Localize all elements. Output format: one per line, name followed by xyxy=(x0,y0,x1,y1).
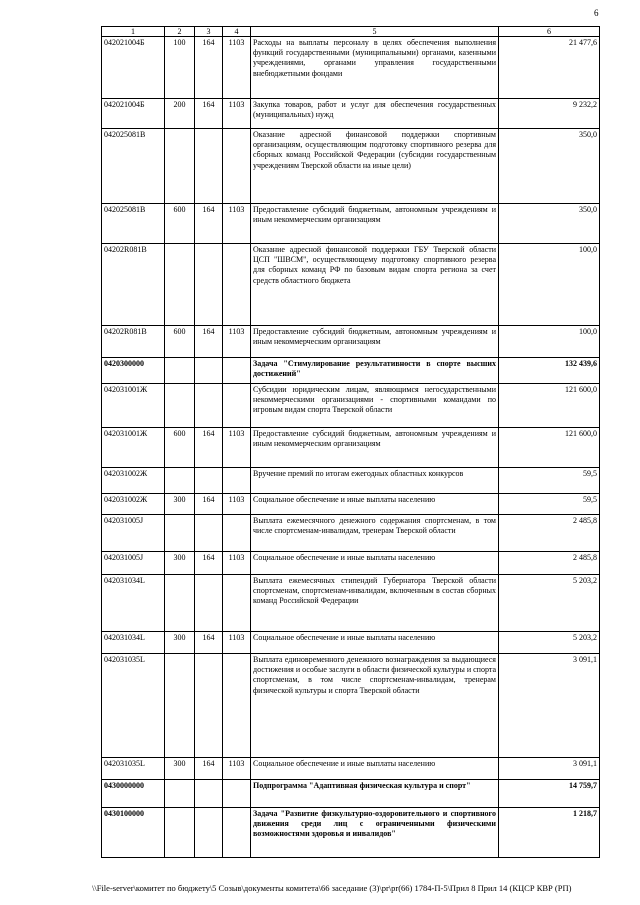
subsection-code-cell xyxy=(223,358,251,384)
subsection-code-cell: 1103 xyxy=(223,428,251,468)
amount-cell: 5 203,2 xyxy=(499,632,600,654)
column-header: 4 xyxy=(223,27,251,37)
subsection-code-cell: 1103 xyxy=(223,37,251,99)
kvr-cell xyxy=(165,515,195,552)
kvr-cell: 300 xyxy=(165,632,195,654)
table-row xyxy=(102,780,600,808)
page-number: 6 xyxy=(594,8,599,18)
table-header-row xyxy=(102,27,600,37)
description-cell: Оказание адресной финансовой поддержки спортивным организациям, осуществляющим подготовку спортивного резерва для сборных команд Российской Федерации (субсидии государственным учреждениям Тверской области на иные цели) xyxy=(251,129,499,204)
table-row xyxy=(102,552,600,575)
subsection-code-cell: 1103 xyxy=(223,632,251,654)
kcsr-code-cell: 0430000000 xyxy=(102,780,165,808)
description-cell: Вручение премий по итогам ежегодных областных конкурсов xyxy=(251,468,499,494)
table-row xyxy=(102,37,600,99)
kvr-cell xyxy=(165,575,195,632)
kcsr-code-cell: 042031035L xyxy=(102,758,165,780)
kcsr-code-cell: 0430100000 xyxy=(102,808,165,858)
kvr-cell: 600 xyxy=(165,326,195,358)
amount-cell: 59,5 xyxy=(499,494,600,515)
kvr-cell: 200 xyxy=(165,99,195,129)
description-cell: Социальное обеспечение и иные выплаты населению xyxy=(251,494,499,515)
description-cell: Закупка товаров, работ и услуг для обеспечения государственных (муниципальных) нужд xyxy=(251,99,499,129)
kcsr-code-cell: 042025081В xyxy=(102,204,165,244)
amount-cell: 350,0 xyxy=(499,204,600,244)
section-code-cell xyxy=(195,515,223,552)
description-cell: Оказание адресной финансовой поддержки ГБУ Тверской области ЦСП "ШВСМ", осуществляющему подготовку спортивного резерва для сборных команд РФ по базовым видам спорта региона за счет средств областного бюджета xyxy=(251,244,499,326)
kcsr-code-cell: 0420300000 xyxy=(102,358,165,384)
kvr-cell xyxy=(165,129,195,204)
table-row xyxy=(102,129,600,204)
section-code-cell: 164 xyxy=(195,99,223,129)
subsection-code-cell xyxy=(223,808,251,858)
section-code-cell xyxy=(195,244,223,326)
subsection-code-cell xyxy=(223,575,251,632)
description-cell: Предоставление субсидий бюджетным, автономным учреждениям и иным некоммерческим организациям xyxy=(251,326,499,358)
column-header: 5 xyxy=(251,27,499,37)
kcsr-code-cell: 042025081В xyxy=(102,129,165,204)
subsection-code-cell xyxy=(223,384,251,428)
table-row xyxy=(102,244,600,326)
kvr-cell xyxy=(165,808,195,858)
kvr-cell: 300 xyxy=(165,494,195,515)
table-row xyxy=(102,654,600,758)
section-code-cell: 164 xyxy=(195,428,223,468)
amount-cell: 21 477,6 xyxy=(499,37,600,99)
section-code-cell xyxy=(195,575,223,632)
kvr-cell xyxy=(165,780,195,808)
amount-cell: 3 091,1 xyxy=(499,758,600,780)
kcsr-code-cell: 042021004Б xyxy=(102,37,165,99)
file-path-footer: \\File-server\комитет по бюджету\5 Созыв\документы комитета\66 заседание (3)\pr\pr(66) 1784-П-5\Прил 8 Прил 14 (КЦСР КВР (РП) xyxy=(92,883,572,893)
amount-cell: 350,0 xyxy=(499,129,600,204)
amount-cell: 14 759,7 xyxy=(499,780,600,808)
amount-cell: 100,0 xyxy=(499,244,600,326)
kcsr-code-cell: 042031002Ж xyxy=(102,468,165,494)
section-code-cell: 164 xyxy=(195,758,223,780)
description-cell: Выплата единовременного денежного вознаграждения за выдающиеся достижения и особые заслуги в области физической культуры и спорта спортсменам, в том числе спортсменам-инвалидам, тренерам физической культуры и спорта Тверской области xyxy=(251,654,499,758)
budget-table xyxy=(101,26,600,858)
amount-cell: 1 218,7 xyxy=(499,808,600,858)
description-cell: Субсидии юридическим лицам, являющимся негосударственными некоммерческими организациями - спортивными командами по игровым видам спорта Тверской области xyxy=(251,384,499,428)
kcsr-code-cell: 04202R081В xyxy=(102,244,165,326)
subsection-code-cell xyxy=(223,654,251,758)
amount-cell: 2 485,8 xyxy=(499,515,600,552)
subsection-code-cell: 1103 xyxy=(223,326,251,358)
table-row xyxy=(102,204,600,244)
table-row xyxy=(102,326,600,358)
amount-cell: 100,0 xyxy=(499,326,600,358)
kcsr-code-cell: 042031005J xyxy=(102,552,165,575)
section-code-cell xyxy=(195,129,223,204)
section-code-cell xyxy=(195,780,223,808)
table-row xyxy=(102,428,600,468)
table-row xyxy=(102,758,600,780)
column-header: 3 xyxy=(195,27,223,37)
table-row xyxy=(102,468,600,494)
kcsr-code-cell: 042031001Ж xyxy=(102,384,165,428)
subsection-code-cell: 1103 xyxy=(223,204,251,244)
subsection-code-cell xyxy=(223,129,251,204)
section-code-cell xyxy=(195,468,223,494)
kvr-cell: 600 xyxy=(165,204,195,244)
subsection-code-cell xyxy=(223,515,251,552)
kvr-cell xyxy=(165,244,195,326)
table-row xyxy=(102,358,600,384)
kvr-cell: 100 xyxy=(165,37,195,99)
column-header: 1 xyxy=(102,27,165,37)
amount-cell: 5 203,2 xyxy=(499,575,600,632)
subsection-code-cell: 1103 xyxy=(223,99,251,129)
section-code-cell xyxy=(195,808,223,858)
kvr-cell xyxy=(165,384,195,428)
kcsr-code-cell: 042031034L xyxy=(102,632,165,654)
section-code-cell: 164 xyxy=(195,494,223,515)
table-row xyxy=(102,99,600,129)
amount-cell: 121 600,0 xyxy=(499,428,600,468)
amount-cell: 9 232,2 xyxy=(499,99,600,129)
kvr-cell xyxy=(165,654,195,758)
section-code-cell: 164 xyxy=(195,37,223,99)
table-row xyxy=(102,632,600,654)
section-code-cell xyxy=(195,358,223,384)
table-row xyxy=(102,515,600,552)
kcsr-code-cell: 042031002Ж xyxy=(102,494,165,515)
kvr-cell xyxy=(165,468,195,494)
kcsr-code-cell: 042021004Б xyxy=(102,99,165,129)
kvr-cell xyxy=(165,358,195,384)
subsection-code-cell xyxy=(223,468,251,494)
kvr-cell: 300 xyxy=(165,552,195,575)
section-code-cell: 164 xyxy=(195,326,223,358)
kcsr-code-cell: 042031034L xyxy=(102,575,165,632)
section-code-cell: 164 xyxy=(195,632,223,654)
table-row xyxy=(102,575,600,632)
subsection-code-cell xyxy=(223,244,251,326)
table-row xyxy=(102,808,600,858)
amount-cell: 59,5 xyxy=(499,468,600,494)
column-header: 6 xyxy=(499,27,600,37)
section-code-cell xyxy=(195,384,223,428)
description-cell: Социальное обеспечение и иные выплаты населению xyxy=(251,552,499,575)
section-code-cell xyxy=(195,654,223,758)
kvr-cell: 600 xyxy=(165,428,195,468)
description-cell: Подпрограмма "Адаптивная физическая культура и спорт" xyxy=(251,780,499,808)
description-cell: Расходы на выплаты персоналу в целях обеспечения выполнения функций государственными (муниципальными) органами, казенными учреждениями, органами управления государственными внебюджетными фондами xyxy=(251,37,499,99)
description-cell: Задача "Развитие физкультурно-оздоровительного и спортивного движения среди лиц с ограниченными физическими возможностями здоровья и инвалидов" xyxy=(251,808,499,858)
description-cell: Предоставление субсидий бюджетным, автономным учреждениям и иным некоммерческим организациям xyxy=(251,204,499,244)
column-header: 2 xyxy=(165,27,195,37)
table-row xyxy=(102,384,600,428)
description-cell: Выплата ежемесячных стипендий Губернатора Тверской области спортсменам, спортсменам-инвалидам, включенным в состав сборных команд Российской Федерации xyxy=(251,575,499,632)
description-cell: Социальное обеспечение и иные выплаты населению xyxy=(251,632,499,654)
description-cell: Задача "Стимулирование результативности в спорте высших достижений" xyxy=(251,358,499,384)
kvr-cell: 300 xyxy=(165,758,195,780)
kcsr-code-cell: 042031005J xyxy=(102,515,165,552)
amount-cell: 132 439,6 xyxy=(499,358,600,384)
subsection-code-cell: 1103 xyxy=(223,758,251,780)
kcsr-code-cell: 042031001Ж xyxy=(102,428,165,468)
kcsr-code-cell: 04202R081В xyxy=(102,326,165,358)
amount-cell: 3 091,1 xyxy=(499,654,600,758)
amount-cell: 121 600,0 xyxy=(499,384,600,428)
subsection-code-cell: 1103 xyxy=(223,494,251,515)
description-cell: Социальное обеспечение и иные выплаты населению xyxy=(251,758,499,780)
kcsr-code-cell: 042031035L xyxy=(102,654,165,758)
subsection-code-cell: 1103 xyxy=(223,552,251,575)
description-cell: Выплата ежемесячного денежного содержания спортсменам, в том числе спортсменам-инвалидам, тренерам Тверской области xyxy=(251,515,499,552)
subsection-code-cell xyxy=(223,780,251,808)
section-code-cell: 164 xyxy=(195,204,223,244)
table-row xyxy=(102,494,600,515)
amount-cell: 2 485,8 xyxy=(499,552,600,575)
description-cell: Предоставление субсидий бюджетным, автономным учреждениям и иным некоммерческим организациям xyxy=(251,428,499,468)
section-code-cell: 164 xyxy=(195,552,223,575)
